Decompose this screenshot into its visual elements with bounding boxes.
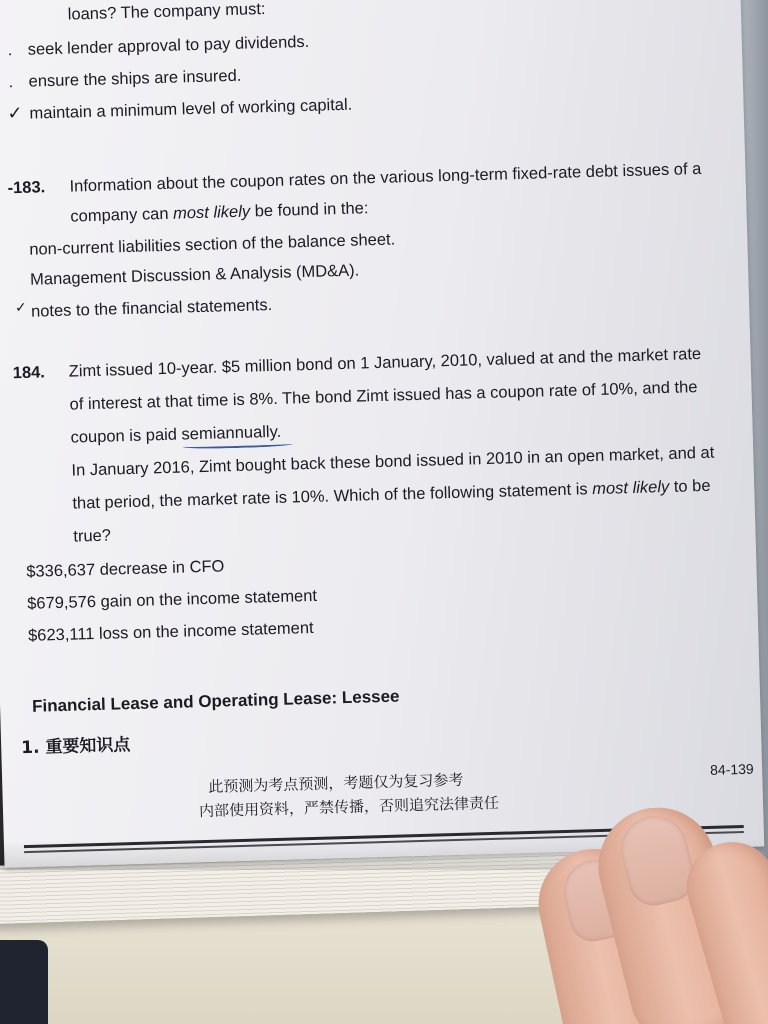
- question-183-option-b: Management Discussion & Analysis (MD&A).: [29, 261, 360, 289]
- question-184-line6: true?: [73, 526, 112, 546]
- prev-option-a-marker: .: [7, 41, 13, 60]
- footer-line1: 此预测为考点预测，考题仅为复习参考: [208, 770, 464, 796]
- question-184-line3: coupon is paid semiannually.: [70, 422, 282, 447]
- question-184-line1: Zimt issued 10-year. $5 million bond on 1 January, 2010, valued at and the market rate: [68, 345, 702, 381]
- prev-option-b-marker: .: [8, 73, 14, 92]
- page-number: 84-139: [709, 760, 754, 778]
- prev-option-b: ensure the ships are insured.: [28, 66, 242, 91]
- question-184-option-a: $336,637 decrease in CFO: [26, 557, 225, 581]
- question-183-line1: Information about the coupon rates on the various long-term fixed-rate debt issues of a: [69, 159, 702, 196]
- question-184-line4: In January 2016, Zimt bought back these bond issued in 2010 in an open market, and at: [71, 443, 715, 480]
- question-184-line2: of interest at that time is 8%. The bond Zimt issued has a coupon rate of 10%, and the: [69, 378, 698, 414]
- check-mark-icon: ✓: [14, 298, 27, 316]
- footer-line2: 内部使用资料，严禁传播，否则追究法律责任: [198, 793, 500, 821]
- question-184-option-c: $623,111 loss on the income statement: [27, 618, 314, 645]
- dark-object: [0, 940, 48, 1024]
- question-183-option-c: notes to the financial statements.: [30, 295, 273, 321]
- question-184-option-b: $679,576 gain on the income statement: [26, 586, 318, 613]
- question-183-number: -183.: [7, 178, 46, 198]
- section-subheading: 1. 重要知识点: [20, 735, 131, 759]
- question-183-line2: company can most likely be found in the:: [70, 199, 369, 226]
- check-mark-icon: ✓: [7, 102, 23, 124]
- prev-option-c: maintain a minimum level of working capital.: [29, 95, 353, 123]
- prev-question-stem: loans? The company must:: [67, 0, 266, 24]
- prev-option-a: seek lender approval to pay dividends.: [27, 32, 310, 59]
- question-184-line5: that period, the market rate is 10%. Which of the following statement is most likely to be: [72, 476, 711, 513]
- question-183-option-a: non-current liabilities section of the balance sheet.: [29, 230, 396, 259]
- section-heading: Financial Lease and Operating Lease: Lessee: [31, 686, 400, 716]
- question-184-number: 184.: [12, 363, 46, 383]
